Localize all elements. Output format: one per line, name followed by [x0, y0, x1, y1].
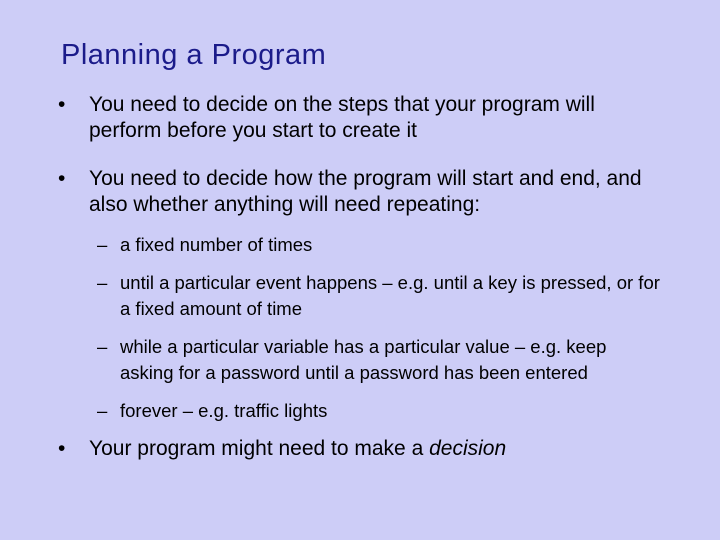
- bullet-item: [0, 92, 720, 144]
- sub-bullet-text: while a particular variable has a particular value – e.g. keep asking for a password until a password has been entered: [120, 336, 607, 383]
- sub-bullet-item: [0, 334, 720, 386]
- bullet-item: [0, 436, 720, 462]
- bullet-marker: •: [58, 437, 66, 460]
- bullet-text-prefix: Your program might need to make a: [89, 437, 430, 460]
- sub-bullet-marker: –: [97, 234, 108, 255]
- sub-bullet-marker: –: [97, 400, 108, 421]
- bullet-text: You need to decide on the steps that your program will perform before you start to create it: [89, 93, 595, 142]
- bullet-item: [0, 166, 720, 218]
- bullet-text: You need to decide how the program will start and end, and also whether anything will need repeating:: [89, 167, 642, 216]
- sub-bullet-marker: –: [97, 336, 108, 357]
- sub-bullet-text: a fixed number of times: [120, 234, 313, 255]
- sub-bullet-item: [0, 232, 720, 258]
- slide-content: [0, 92, 720, 462]
- sub-bullet-text: forever – e.g. traffic lights: [120, 400, 328, 421]
- slide-title: Planning a Program: [61, 39, 327, 71]
- bullet-marker: •: [58, 167, 66, 190]
- bullet-text-emphasis: decision: [429, 437, 507, 460]
- bullet-marker: •: [58, 93, 66, 116]
- sub-bullet-item: [0, 270, 720, 322]
- sub-bullet-text: until a particular event happens – e.g. until a key is pressed, or for a fixed amount of time: [120, 272, 660, 319]
- sub-bullet-item: [0, 398, 720, 424]
- sub-bullet-marker: –: [97, 272, 108, 293]
